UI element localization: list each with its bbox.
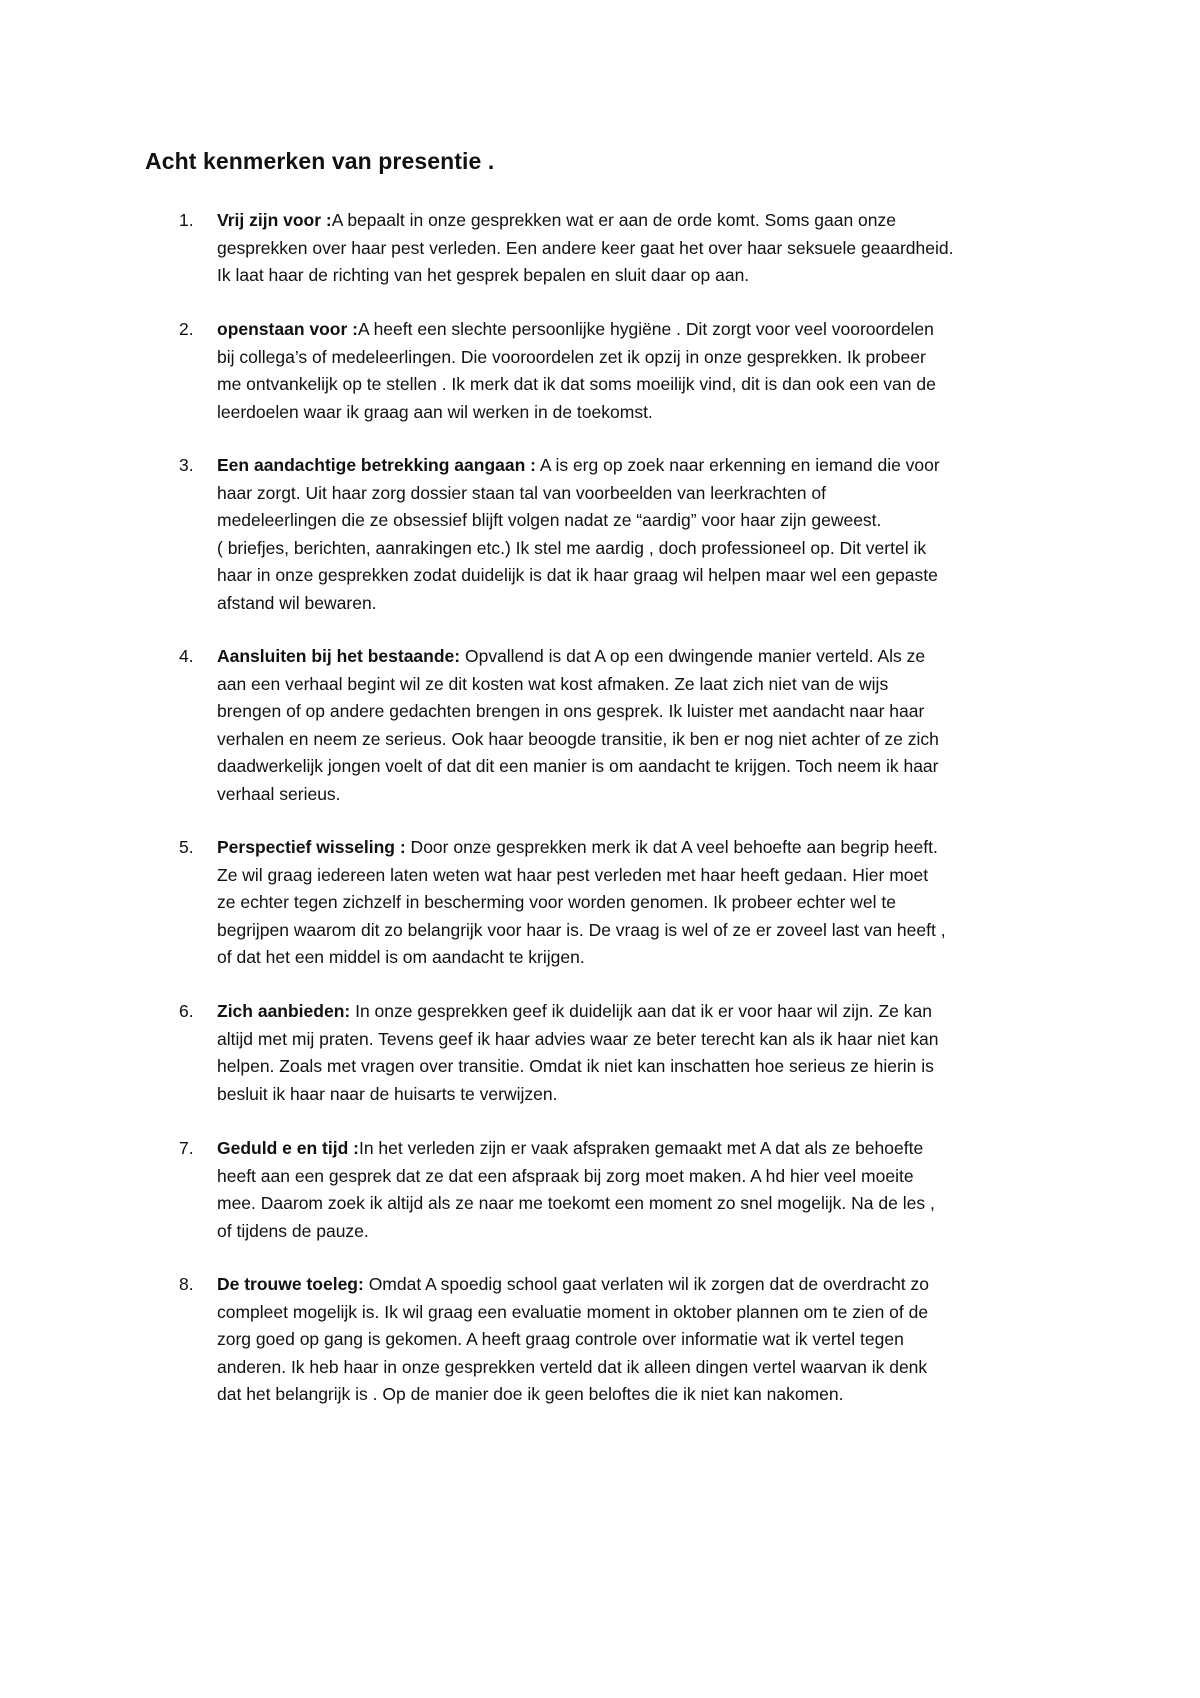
item-line: ze echter tegen zichzelf in bescherming voor worden genomen. Ik probeer echter wel te: [217, 892, 896, 912]
item-heading: openstaan voor :: [217, 319, 358, 339]
item-line: [217, 643, 1077, 671]
item-line: Ze wil graag iedereen laten weten wat haar pest verleden met haar heeft gedaan. Hier moet: [217, 864, 929, 885]
item-text: In het verleden zijn er vaak afspraken gemaakt met A dat als ze behoefte: [358, 1138, 924, 1158]
item-body: [217, 643, 1077, 808]
item-line: haar zorgt. Uit haar zorg dossier staan tal van voorbeelden van leerkrachten of: [217, 482, 826, 503]
item-line: anderen. Ik heb haar in onze gesprekken verteld dat ik alleen dingen vertel waarvan ik denk: [217, 1356, 928, 1377]
item-number: 6.: [179, 1001, 194, 1021]
item-line: zorg goed op gang is gekomen. A heeft graag controle over informatie wat ik vertel tegen: [217, 1329, 904, 1349]
item-heading: Geduld e en tijd :: [217, 1138, 359, 1158]
item-line: ( briefjes, berichten, aanrakingen etc.) Ik stel me aardig , doch professioneel op. Dit vertel ik: [217, 537, 927, 558]
item-body: [217, 998, 1077, 1108]
item-heading: Vrij zijn voor :: [217, 210, 332, 230]
item-line: me ontvankelijk op te stellen . Ik merk dat ik dat soms moeilijk vind, dit is dan ook een van de: [217, 374, 936, 394]
item-body: [217, 1135, 1077, 1245]
item-line: haar in onze gesprekken zodat duidelijk is dat ik haar graag wil helpen maar wel een gepaste: [217, 565, 938, 585]
item-text: A heeft een slechte persoonlijke hygiëne . Dit zorgt voor veel vooroordelen: [358, 319, 934, 339]
item-line: helpen. Zoals met vragen over transitie. Omdat ik niet kan inschatten hoe serieus ze hierin is: [217, 1056, 934, 1076]
item-line: [217, 1135, 1077, 1163]
item-text: A bepaalt in onze gesprekken wat er aan de orde komt. Soms gaan onze: [331, 210, 896, 230]
item-line: mee. Daarom zoek ik altijd als ze naar me toekomt een moment zo snel mogelijk. Na de les ,: [217, 1193, 935, 1213]
item-number: 8.: [179, 1274, 194, 1294]
item-line: [217, 998, 1077, 1026]
document-title: Acht kenmerken van presentie .: [145, 148, 495, 174]
item-number: 3.: [179, 455, 194, 475]
item-body: [217, 834, 1077, 972]
item-number: 4.: [179, 646, 194, 666]
item-line: [217, 834, 1077, 862]
item-line: of tijdens de pauze.: [217, 1220, 369, 1241]
item-text: A is erg op zoek naar erkenning en iemand die voor: [535, 455, 940, 475]
item-text: Opvallend is dat A op een dwingende manier verteld. Als ze: [460, 646, 926, 666]
item-number: 7.: [179, 1138, 194, 1158]
item-text: Omdat A spoedig school gaat verlaten wil ik zorgen dat de overdracht zo: [363, 1274, 930, 1294]
item-line: [217, 207, 1077, 235]
item-heading: De trouwe toeleg:: [217, 1274, 364, 1294]
item-heading: Aansluiten bij het bestaande:: [217, 646, 461, 666]
item-line: daadwerkelijk jongen voelt of dat dit een manier is om aandacht te krijgen. Toch neem ik haar: [217, 756, 939, 776]
item-line: [217, 1271, 1077, 1299]
item-number: 1.: [179, 210, 194, 230]
item-line: of dat het een middel is om aandacht te krijgen.: [217, 947, 585, 967]
item-line: aan een verhaal begint wil ze dit kosten wat kost afmaken. Ze laat zich niet van de wijs: [217, 673, 889, 694]
item-line: dat het belangrijk is . Op de manier doe ik geen beloftes die ik niet kan nakomen.: [217, 1384, 844, 1404]
item-text: In onze gesprekken geef ik duidelijk aan dat ik er voor haar wil zijn. Ze kan: [350, 1001, 932, 1021]
item-line: [217, 316, 1077, 344]
item-heading: Een aandachtige betrekking aangaan :: [217, 455, 536, 475]
item-line: altijd met mij praten. Tevens geef ik haar advies waar ze beter terecht kan als ik haar niet kan: [217, 1028, 939, 1049]
item-line: compleet mogelijk is. Ik wil graag een evaluatie moment in oktober plannen om te zien of de: [217, 1301, 929, 1322]
item-line: verhalen en neem ze serieus. Ook haar beoogde transitie, ik ben er nog niet achter of ze zich: [217, 728, 939, 749]
item-heading: Perspectief wisseling :: [217, 837, 406, 857]
item-line: medeleerlingen die ze obsessief blijft volgen nadat ze “aardig” voor haar zijn geweest.: [217, 510, 882, 530]
item-line: besluit ik haar naar de huisarts te verwijzen.: [217, 1083, 558, 1104]
item-line: gesprekken over haar pest verleden. Een andere keer gaat het over haar seksuele geaardheid.: [217, 237, 954, 258]
item-heading: Zich aanbieden:: [217, 1001, 351, 1021]
item-body: [217, 452, 1077, 617]
item-line: afstand wil bewaren.: [217, 592, 377, 613]
item-number: 2.: [179, 319, 194, 339]
item-number: 5.: [179, 837, 194, 857]
item-body: [217, 207, 1077, 290]
item-line: Ik laat haar de richting van het gesprek bepalen en sluit daar op aan.: [217, 265, 750, 285]
item-line: begrijpen waarom dit zo belangrijk voor haar is. De vraag is wel of ze er zoveel last van heeft ,: [217, 919, 946, 940]
item-line: bij collega’s of medeleerlingen. Die vooroordelen zet ik opzij in onze gesprekken. Ik probeer: [217, 346, 926, 367]
item-line: leerdoelen waar ik graag aan wil werken in de toekomst.: [217, 401, 653, 422]
item-line: [217, 452, 1077, 480]
item-line: brengen of op andere gedachten brengen in ons gesprek. Ik luister met aandacht naar haar: [217, 701, 925, 721]
item-line: heeft aan een gesprek dat ze dat een afspraak bij zorg moet maken. A hd hier veel moeite: [217, 1165, 914, 1186]
item-text: Door onze gesprekken merk ik dat A veel behoefte aan begrip heeft.: [405, 837, 938, 857]
item-line: verhaal serieus.: [217, 783, 341, 804]
item-body: [217, 316, 1077, 426]
item-body: [217, 1271, 1077, 1409]
